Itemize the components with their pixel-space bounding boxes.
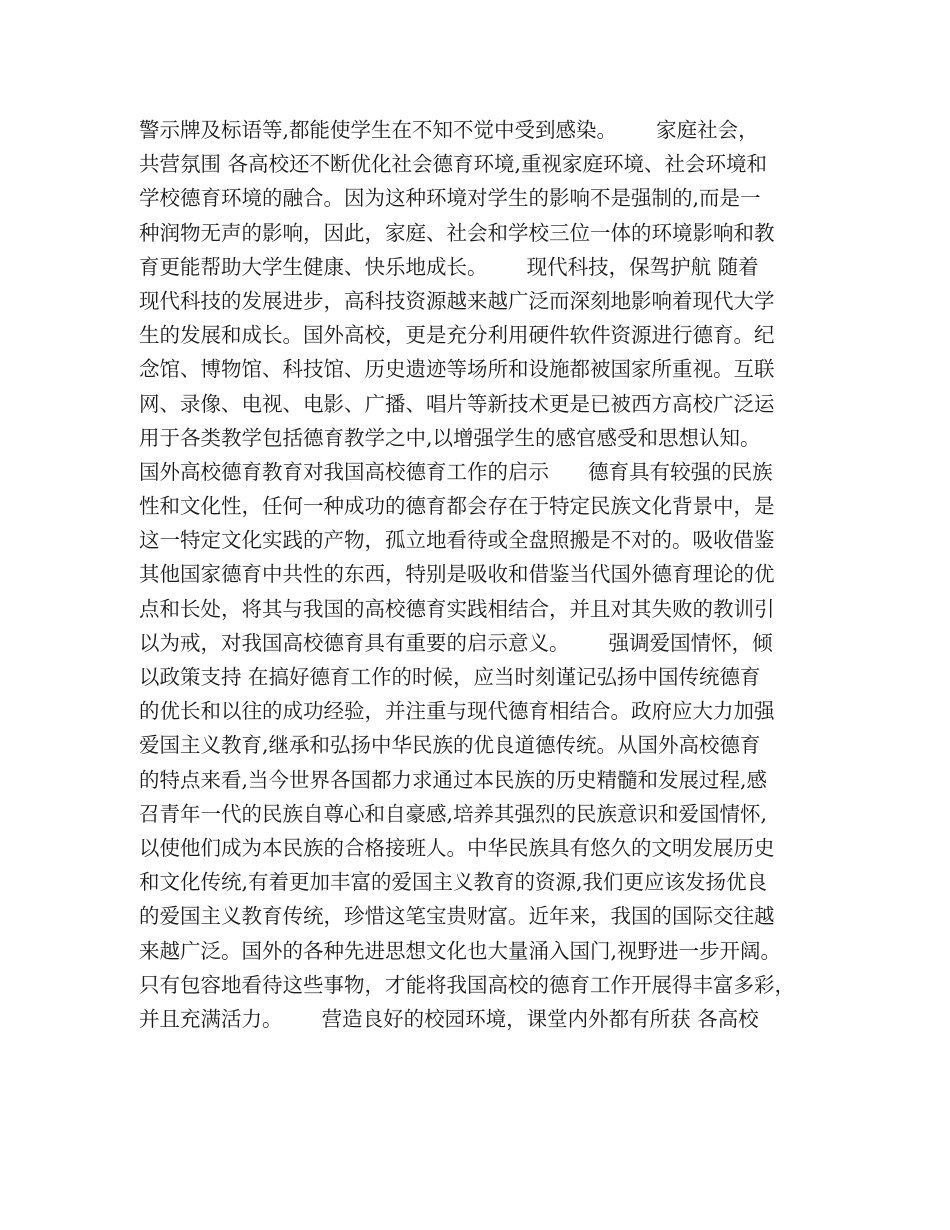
text-line: 性和文化性，任何一种成功的德育都会存在于特定民族文化背景中，是	[139, 494, 775, 519]
text-line: 共营氛围 各高校还不断优化社会德育环境,重视家庭环境、社会环境和	[139, 152, 768, 177]
text-line: 其他国家德育中共性的东西，特别是吸收和借鉴当代国外德育理论的优	[139, 562, 775, 587]
text-line: 的爱国主义教育传统，珍惜这笔宝贵财富。近年来，我国的国际交往越	[139, 904, 775, 929]
text-line: 念馆、博物馆、科技馆、历史遗迹等场所和设施都被国家所重视。互联	[139, 357, 775, 382]
body-text	[139, 113, 829, 1036]
text-line: 只有包容地看待这些事物，才能将我国高校的德育工作开展得丰富多彩，	[139, 972, 795, 997]
text-line: 来越广泛。国外的各种先进思想文化也大量涌入国门,视野进一步开阔。	[139, 938, 782, 963]
text-line: 点和长处，将其与我国的高校德育实践相结合，并且对其失败的教训引	[139, 596, 775, 621]
text-line: 生的发展和成长。国外高校，更是充分利用硬件软件资源进行德育。纪	[139, 323, 775, 348]
text-line: 网、录像、电视、电影、广播、唱片等新技术更是已被西方高校广泛运	[139, 391, 775, 416]
text-line: 这一特定文化实践的产物，孤立地看待或全盘照搬是不对的。吸收借鉴	[139, 528, 775, 553]
text-line: 学校德育环境的融合。因为这种环境对学生的影响不是强制的,而是一	[139, 186, 761, 211]
text-line: 以为戒，对我国高校德育具有重要的启示意义。 强调爱国情怀，倾	[139, 630, 773, 655]
text-line: 警示牌及标语等,都能使学生在不知不觉中受到感染。 家庭社会，	[139, 118, 759, 142]
text-line: 用于各类教学包括德育教学之中,以增强学生的感官感受和思想认知。	[139, 425, 761, 450]
text-line: 国外高校德育教育对我国高校德育工作的启示 德育具有较强的民族	[139, 459, 773, 484]
text-line: 爱国主义教育,继承和弘扬中华民族的优良道德传统。从国外高校德育	[139, 733, 761, 758]
text-line: 以使他们成为本民族的合格接班人。中华民族具有悠久的文明发展历史	[139, 835, 775, 860]
text-line: 并且充满活力。 营造良好的校园环境，课堂内外都有所获 各高校	[139, 1006, 759, 1031]
text-line: 的优长和以往的成功经验，并注重与现代德育相结合。政府应大力加强	[139, 699, 775, 724]
text-line: 和文化传统,有着更加丰富的爱国主义教育的资源,我们更应该发扬优良	[139, 870, 768, 895]
text-line: 的特点来看,当今世界各国都力求通过本民族的历史精髓和发展过程,感	[139, 767, 768, 792]
text-line: 育更能帮助大学生健康、快乐地成长。 现代科技，保驾护航 随着	[139, 254, 759, 279]
text-line: 以政策支持 在搞好德育工作的时候，应当时刻谨记弘扬中国传统德育	[139, 665, 761, 689]
text-line: 种润物无声的影响，因此，家庭、社会和学校三位一体的环境影响和教	[139, 220, 775, 245]
text-line: 召青年一代的民族自尊心和自豪感,培养其强烈的民族意识和爱国情怀,	[139, 801, 768, 826]
text-line: 现代科技的发展进步，高科技资源越来越广泛而深刻地影响着现代大学	[139, 288, 775, 313]
